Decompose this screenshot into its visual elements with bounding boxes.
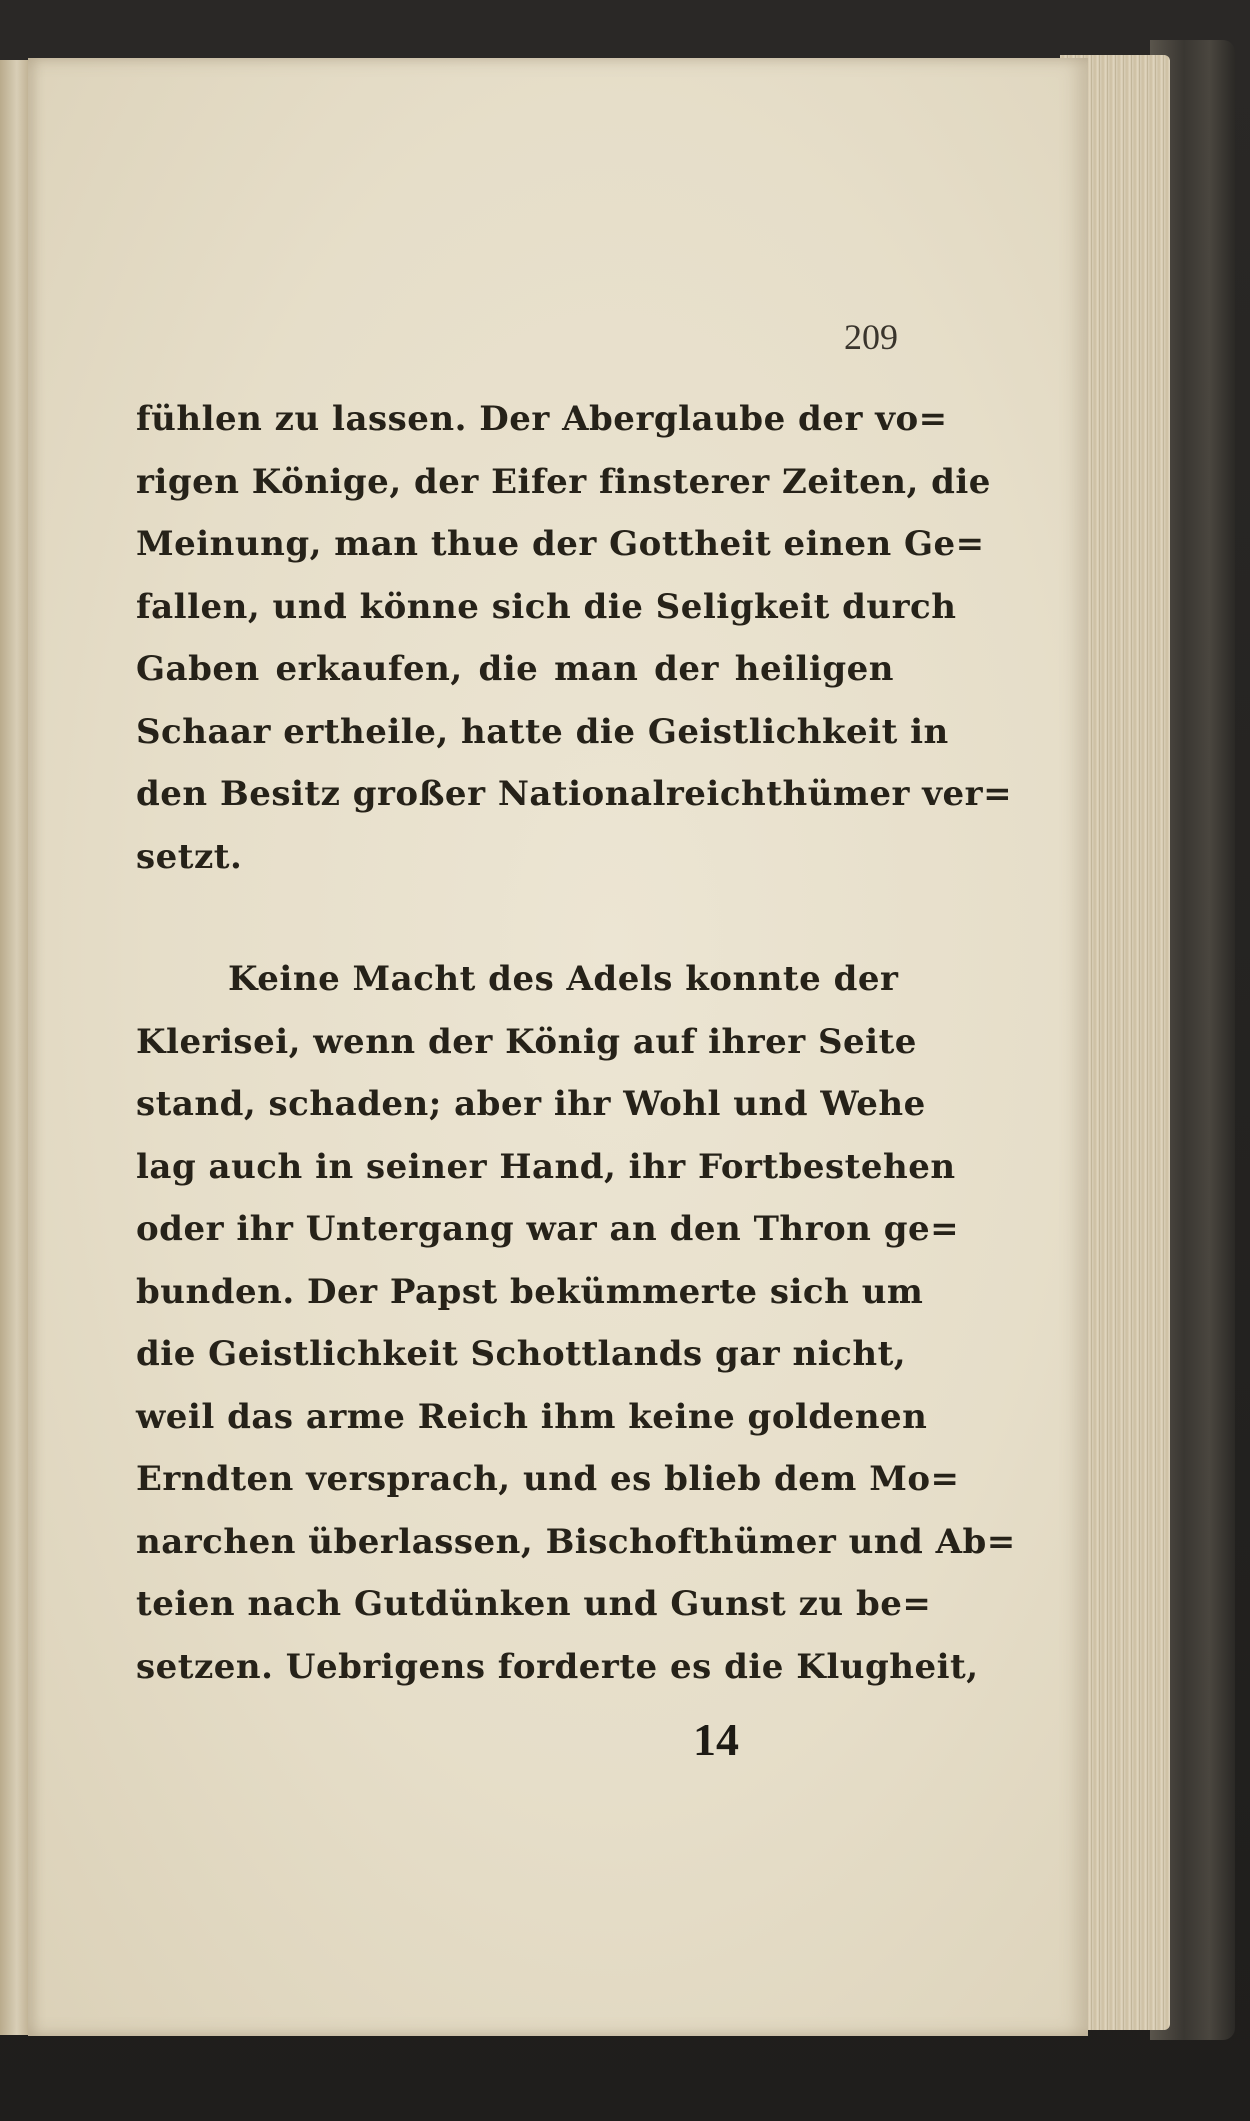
body-text (136, 388, 1016, 1698)
page-number: 209 (844, 317, 898, 357)
text-line: stand, schaden; aber ihr Wohl und Wehe (136, 1084, 926, 1124)
text-line: Gaben erkaufen, die man der heiligen (136, 649, 894, 689)
text-line: Keine Macht des Adels konnte der (228, 959, 899, 999)
text-line: setzen. Uebrigens forderte es die Klugheit, (136, 1646, 979, 1687)
text-line: teien nach Gutdünken und Gunst zu be= (136, 1584, 932, 1624)
text-line: rigen Könige, der Eifer finsterer Zeiten, die (136, 461, 991, 502)
text-line: Erndten versprach, und es blieb dem Mo= (136, 1459, 960, 1499)
paragraph-2 (136, 948, 1016, 1698)
text-line: narchen überlassen, Bischofthümer und Ab= (136, 1521, 1016, 1562)
paragraph-1 (136, 388, 1013, 888)
facing-page-edge (0, 60, 28, 2035)
text-line: oder ihr Untergang war an den Thron ge= (136, 1209, 960, 1249)
text-line: fallen, und könne sich die Seligkeit durch (136, 586, 957, 627)
paragraph-gap (136, 888, 894, 948)
signature-mark: 14 (693, 1714, 739, 1765)
text-line: fühlen zu lassen. Der Aberglaube der vo= (136, 399, 948, 439)
text-line: Klerisei, wenn der König auf ihrer Seite (136, 1021, 917, 1062)
text-line: bunden. Der Papst bekümmerte sich um (136, 1271, 924, 1312)
book-page (28, 58, 1088, 2036)
text-line: setzt. (136, 836, 243, 877)
text-line: die Geistlichkeit Schottlands gar nicht, (136, 1334, 907, 1374)
text-line: lag auch in seiner Hand, ihr Fortbestehen (136, 1146, 956, 1187)
text-line: Schaar ertheile, hatte die Geistlichkeit in (136, 711, 949, 752)
text-line: weil das arme Reich ihm keine goldenen (136, 1396, 928, 1437)
text-line: Meinung, man thue der Gottheit einen Ge= (136, 524, 985, 564)
text-line: den Besitz großer Nationalreichthümer ver= (136, 774, 1013, 814)
